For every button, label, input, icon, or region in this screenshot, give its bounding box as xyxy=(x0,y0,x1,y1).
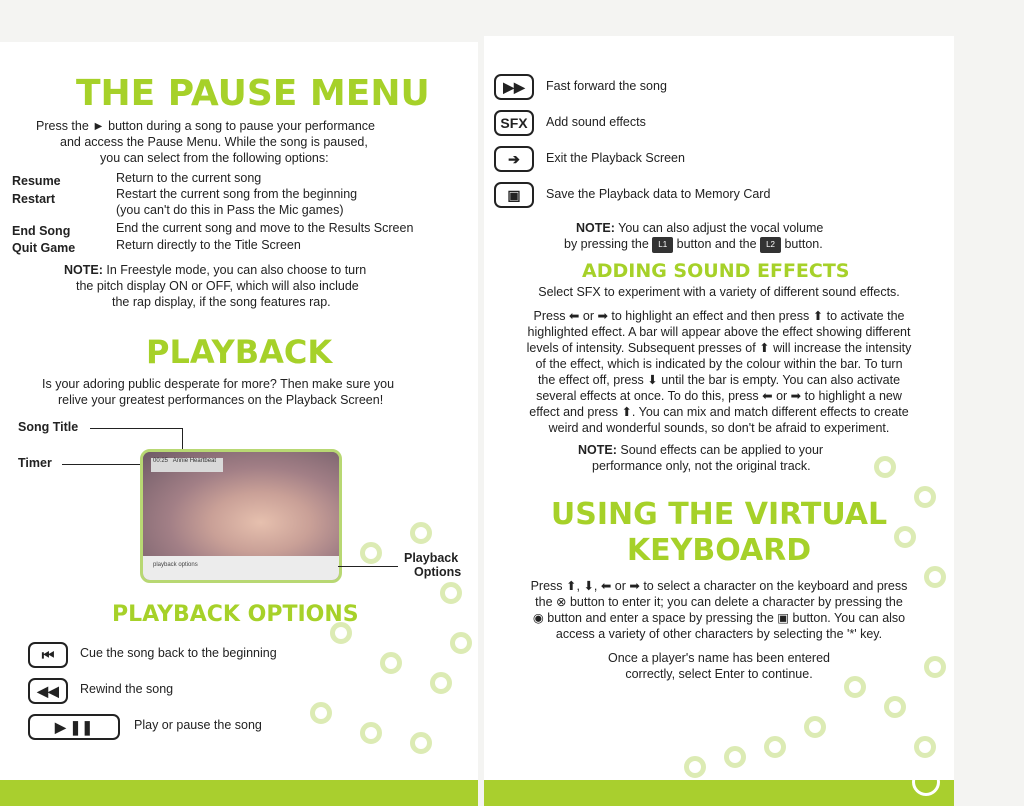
pause-intro-line-2: and access the Pause Menu. While the song is paused, xyxy=(60,135,368,149)
l1-button-icon: L1 xyxy=(652,237,673,253)
sfx-note-line-2: performance only, not the original track. xyxy=(592,459,811,473)
sound-effects-line-5: of the effect, which is indicated by the colour within the bar. To turn xyxy=(535,357,903,371)
playback-intro-line-2: relive your greatest performances on the Playback Screen! xyxy=(58,393,384,407)
callout-song-title: Song Title xyxy=(18,420,79,434)
option-text-cue: Cue the song back to the beginning xyxy=(80,646,277,660)
option-text-exit: Exit the Playback Screen xyxy=(546,151,685,165)
sound-effects-line-9: weird and wonderful sounds, so don't be afraid to experiment. xyxy=(548,421,890,435)
right-bottom-band xyxy=(484,780,954,806)
keyboard-heading-line-2: KEYBOARD xyxy=(626,533,812,568)
page-corner-circle-icon xyxy=(912,768,940,796)
pause-note-line-1: NOTE: In Freestyle mode, you can also choose to turn xyxy=(64,263,367,277)
sound-effects-line-6: the effect off, press ⬇ until the bar is empty. You can also activate xyxy=(537,373,901,387)
keyboard-heading-line-1: USING THE VIRTUAL xyxy=(550,497,888,532)
callout-song-title-line xyxy=(90,428,182,429)
pause-intro-line-3: you can select from the following options: xyxy=(100,151,329,165)
option-def-resume: Return to the current song xyxy=(116,171,262,185)
right-page xyxy=(484,36,954,806)
volume-note-line-1: NOTE: You can also adjust the vocal volume xyxy=(576,221,824,235)
callout-timer: Timer xyxy=(18,456,52,470)
option-term-restart: Restart xyxy=(12,192,56,206)
option-text-sfx: Add sound effects xyxy=(546,115,646,129)
rewind-to-start-icon: ⏮ xyxy=(28,642,68,668)
keyboard-closing-2: correctly, select Enter to continue. xyxy=(625,667,813,681)
option-term-quit-game: Quit Game xyxy=(12,241,76,255)
option-def-end-song: End the current song and move to the Results Screen xyxy=(116,221,414,235)
screen-playback-options-bar: playback options xyxy=(143,556,339,580)
keyboard-line-1: Press ⬆, ⬇, ⬅ or ➡ to select a character on the keyboard and press xyxy=(530,579,908,593)
callout-options: Options xyxy=(414,565,462,579)
option-def-restart-2: (you can't do this in Pass the Mic games) xyxy=(116,203,344,217)
l2-button-icon: L2 xyxy=(760,237,781,253)
callout-playback-line xyxy=(338,566,398,567)
left-bottom-band xyxy=(0,780,478,806)
start-button-icon: ► xyxy=(92,119,105,133)
playback-intro-line-1: Is your adoring public desperate for more? Then make sure you xyxy=(42,377,395,391)
keyboard-line-3: ◉ button and enter a space by pressing the ▣ button. You can also xyxy=(532,611,906,625)
pause-menu-heading: THE PAUSE MENU xyxy=(76,73,430,114)
option-text-play-pause: Play or pause the song xyxy=(134,718,262,732)
keyboard-line-4: access a variety of other characters by selecting the '*' key. xyxy=(555,627,883,641)
sound-effects-line-8: effect and press ⬆. You can mix and match different effects to create xyxy=(529,405,909,419)
sound-effects-line-2: Press ⬅ or ➡ to highlight an effect and then press ⬆ to activate the xyxy=(533,309,905,323)
playback-options-heading: PLAYBACK OPTIONS xyxy=(112,602,359,627)
pause-intro-line-1: Press the ► button during a song to pause your performance xyxy=(36,119,375,133)
callout-timer-line xyxy=(62,464,150,465)
sound-effects-line-3: highlighted effect. A bar will appear above the effect showing different xyxy=(527,325,911,339)
pause-note-line-3: the rap display, if the song features rap. xyxy=(112,295,331,309)
sfx-note-line-1: NOTE: Sound effects can be applied to your xyxy=(578,443,824,457)
memory-card-icon: ▣ xyxy=(494,182,534,208)
option-text-save: Save the Playback data to Memory Card xyxy=(546,187,771,201)
option-term-end-song: End Song xyxy=(12,224,71,238)
volume-note-line-2: by pressing the L1 button and the L2 button. xyxy=(564,237,823,251)
callout-playback: Playback xyxy=(404,551,459,565)
screen-song-info: 00:25 Annie Heartbeat xyxy=(151,458,223,472)
play-pause-icon: ▶ ❚❚ xyxy=(28,714,120,740)
option-def-quit-game: Return directly to the Title Screen xyxy=(116,238,301,252)
playback-heading: PLAYBACK xyxy=(146,333,333,371)
sound-effects-line-7: several effects at once. To do this, press ⬅ or ➡ to highlight a new xyxy=(536,389,902,403)
keyboard-closing-1: Once a player's name has been entered xyxy=(608,651,830,665)
option-text-rewind: Rewind the song xyxy=(80,682,174,696)
sfx-icon: SFX xyxy=(494,110,534,136)
keyboard-line-2: the ⊗ button to enter it; you can delete a character by pressing the xyxy=(535,595,903,609)
sound-effects-line-4: levels of intensity. Subsequent presses of ⬆ will increase the intensity xyxy=(526,341,912,355)
exit-arrow-icon: ➔ xyxy=(494,146,534,172)
option-def-restart: Restart the current song from the beginning xyxy=(116,187,358,201)
sound-effects-line-1: Select SFX to experiment with a variety of different sound effects. xyxy=(538,285,900,299)
sound-effects-heading: ADDING SOUND EFFECTS xyxy=(582,260,850,282)
option-text-fast-forward: Fast forward the song xyxy=(546,79,667,93)
fast-forward-icon: ▶▶ xyxy=(494,74,534,100)
pause-note-line-2: the pitch display ON or OFF, which will also include xyxy=(76,279,359,293)
option-term-resume: Resume xyxy=(12,174,61,188)
left-page xyxy=(0,42,478,806)
rewind-icon: ◀◀ xyxy=(28,678,68,704)
playback-screen-image xyxy=(140,449,342,583)
